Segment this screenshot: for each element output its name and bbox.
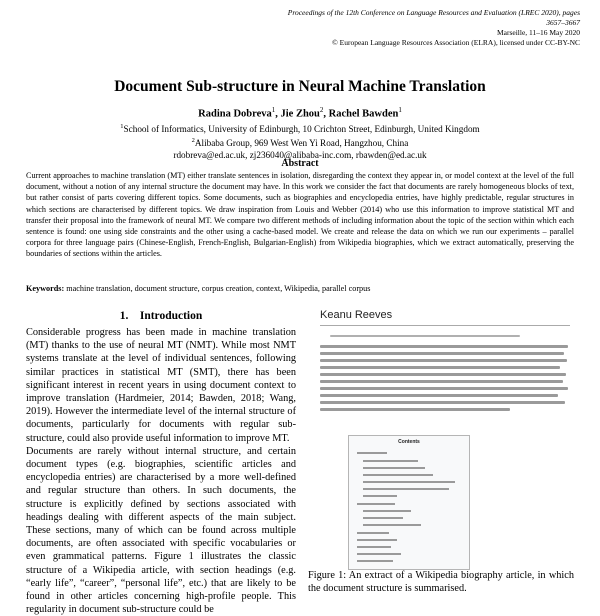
toc-heading: Contents — [398, 439, 420, 445]
section-title: Introduction — [139, 310, 203, 322]
author-emails: rdobreva@ed.ac.uk, zj236040@alibaba-inc.com, rbawden@ed.ac.uk — [173, 150, 427, 161]
affiliation-text: Alibaba Group, 969 West Wen Yi Road, Hangzhou, China — [194, 138, 409, 149]
wiki-title-divider — [320, 325, 570, 326]
toc-entry — [357, 546, 391, 548]
section-heading — [26, 310, 296, 322]
author-affiliation-mark: 1 — [271, 106, 276, 114]
abstract-text: Current approaches to machine translation (MT) either translate sentences in isolation, disregarding the context they appear in, or model context at the level of the full document, without a notion of any internal structure the document may have. In this work we consider the fact that documents are rarely homogeneous blocks of text, but rather consist of parts covering different topics. Some documents, such as biographies and encyclopedia entries, have highly predictable, regular structures in which sections are characterised by different topics. We draw inspiration from Louis and Webber (2014) who use this information to improve statistical MT and transfer their proposal into the framework of neural MT. We compare two different methods of including information about the topic of the section within which each sentence is found: one using side constraints and the other using a cache-based model. We create and release the data on which we run our experiments – parallel corpora for three language pairs (Chinese-English, French-English, Bulgarian-English) from Wikipedia biographies, which we extract automatically, preserving the boundaries of sections within the articles. — [26, 171, 574, 259]
wiki-table-of-contents — [348, 435, 470, 570]
keywords — [26, 283, 574, 294]
wiki-lead-line — [320, 352, 564, 355]
wiki-lead-line — [320, 401, 565, 404]
figure-1-wikipedia-extract — [308, 305, 574, 583]
toc-entry — [363, 524, 421, 526]
wiki-lead-line — [320, 387, 568, 390]
intro-body — [26, 326, 296, 616]
wiki-lead-line — [320, 373, 566, 376]
toc-entry — [363, 517, 403, 519]
wiki-lead-line — [320, 359, 567, 362]
wiki-lead-line — [320, 408, 510, 411]
toc-entry — [357, 452, 387, 454]
toc-entry — [363, 481, 455, 483]
proceedings-line-3: © European Language Resources Association (ELRA), licensed under CC-BY-NC — [332, 38, 580, 47]
toc-entry — [357, 532, 389, 534]
affiliations — [0, 121, 600, 161]
toc-entry — [363, 467, 425, 469]
proceedings-line-1: Proceedings of the 12th Conference on Language Resources and Evaluation (LREC 2020), pages 3657–3667 — [287, 8, 580, 27]
wiki-article-title: Keanu Reeves — [320, 309, 393, 321]
wiki-lead-line — [320, 394, 558, 397]
figure-1-caption: Figure 1: An extract of a Wikipedia biography article, in which the document structure is summarised. — [308, 570, 574, 595]
toc-entry — [357, 560, 393, 562]
wiki-lead-line — [320, 380, 563, 383]
paper-title: Document Sub-structure in Neural Machine Translation — [114, 78, 486, 95]
toc-entry — [363, 495, 397, 497]
toc-entry — [363, 510, 411, 512]
wiki-hatnote — [330, 335, 520, 337]
author-name: Radina Dobreva — [198, 108, 272, 120]
author-list: Radina Dobreva$^1$, Jie Zhou$^2$, Rachel Bawden$^1$ — [198, 106, 402, 120]
wiki-lead-line — [320, 366, 560, 369]
author-affiliation-mark: 2 — [319, 106, 324, 114]
affiliation-text: School of Informatics, University of Edinburgh, 10 Crichton Street, Edinburgh, United Kingdom — [123, 124, 480, 135]
wiki-lead-line — [320, 345, 568, 348]
toc-entry — [357, 553, 401, 555]
keywords-label: Keywords: — [26, 284, 65, 293]
affiliation-mark: 2 — [191, 137, 195, 145]
toc-entry — [357, 539, 397, 541]
proceedings-header — [280, 8, 580, 48]
toc-entry — [363, 460, 418, 462]
section-number: 1. — [119, 310, 129, 322]
intro-paragraph-1: Considerable progress has been made in machine translation (MT) thanks to the use of neural MT (NMT). While most NMT systems translate at the level of individual sentences, following similar practices in statistical MT (SMT), there has been significant interest in recent years in using document context to improve translation (Hardmeier, 2014; Bawden, 2018; Wang, 2019). However the intermediate level of the internal structure of documents, particularly for documents with regular sub-structure, could also provide useful information to improve MT. — [26, 327, 296, 444]
author-name: Jie Zhou — [280, 108, 320, 120]
toc-entry — [357, 503, 395, 505]
toc-entry — [363, 488, 449, 490]
proceedings-line-2: Marseille, 11–16 May 2020 — [496, 28, 580, 37]
keywords-text: machine translation, document structure, corpus creation, context, Wikipedia, parallel corpus — [66, 284, 371, 293]
abstract-heading: Abstract — [281, 158, 319, 169]
author-affiliation-mark: 1 — [398, 106, 402, 114]
affiliation-1 — [0, 121, 600, 135]
affiliation-2 — [0, 135, 600, 149]
toc-entry — [363, 474, 433, 476]
affiliation-mark: 1 — [120, 123, 124, 130]
intro-paragraph-2: Documents are rarely without internal structure, and certain document types (e.g. biographies, scientific articles and encyclopedia entries) are characterised by a more well-defined and regular structure than others. In such documents, the structure is explicitly defined by sections associated with headings dealing with different aspects of the main subject. These sections, many of which can be found across multiple documents, are often associated with specific vocabularies or even grammatical patterns. Figure 1 illustrates the classic structure of a Wikipedia article, with section headings (e.g. “early life”, “career”, “personal life”, etc.) that are likely to be found in other articles concerning high-profile people. This regularity in document sub-structure could be — [26, 445, 296, 616]
author-name: Rachel Bawden — [328, 108, 399, 120]
